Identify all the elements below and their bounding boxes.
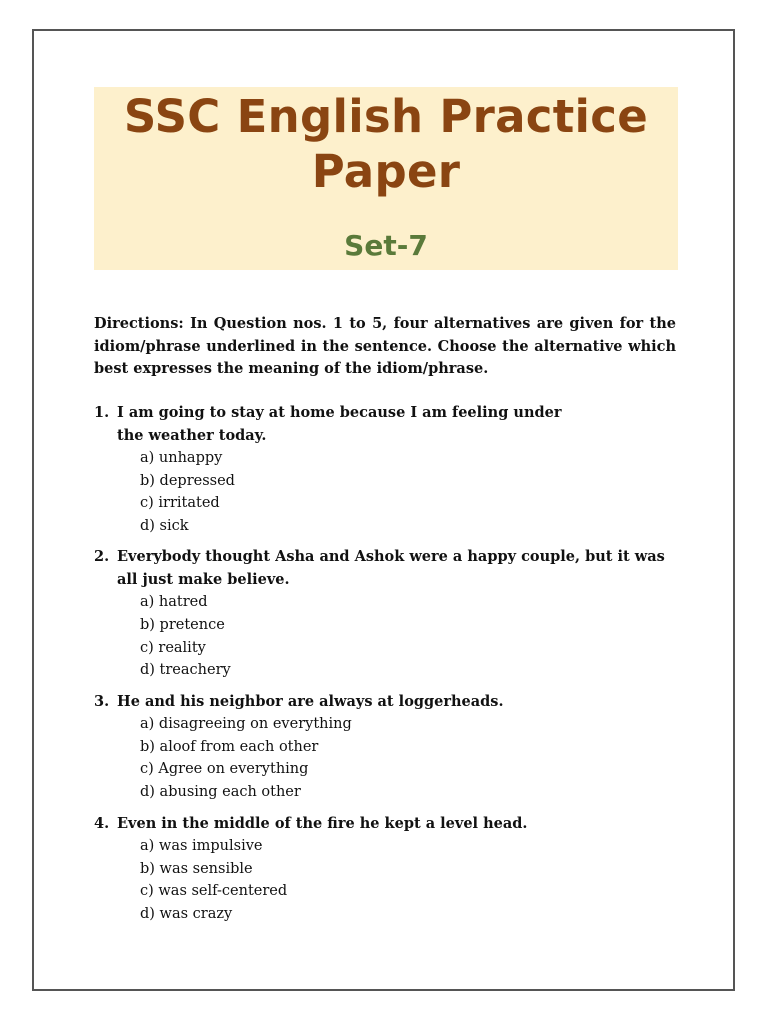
option-d: d) abusing each other — [140, 784, 301, 801]
option-c: c) reality — [140, 639, 206, 656]
option-d: d) treachery — [140, 662, 231, 679]
question-list — [94, 402, 684, 935]
question-text: Even in the middle of the fire he kept a level head. — [117, 814, 528, 832]
question-2 — [94, 546, 684, 681]
option-list — [94, 835, 684, 925]
option-list — [94, 713, 684, 803]
question-number: 2. — [94, 548, 110, 566]
document-page — [32, 29, 735, 991]
option-b: b) depressed — [140, 472, 235, 489]
option-a: a) was impulsive — [140, 838, 263, 855]
option-d: d) was crazy — [140, 905, 233, 922]
option-c: c) irritated — [140, 495, 220, 512]
question-3 — [94, 691, 684, 804]
page-title: SSC English Practice Paper — [123, 90, 649, 198]
question-number: 4. — [94, 814, 110, 832]
option-a: a) disagreeing on everything — [140, 716, 352, 733]
option-c: c) Agree on everything — [140, 761, 309, 778]
option-b: b) pretence — [140, 616, 225, 633]
option-list — [94, 591, 684, 681]
directions-text: Directions: In Question nos. 1 to 5, four alternatives are given for the idiom/phrase underlined in the sentence. Choose the alternative which best expresses the meaning of the idiom/phrase. — [94, 315, 676, 377]
option-list — [94, 447, 684, 537]
option-b: b) was sensible — [140, 860, 253, 877]
option-a: a) hatred — [140, 594, 208, 611]
question-4 — [94, 813, 684, 926]
option-b: b) aloof from each other — [140, 738, 319, 755]
question-text: Everybody thought Asha and Ashok were a happy couple, but it was all just make believe. — [117, 548, 665, 588]
option-a: a) unhappy — [140, 450, 223, 466]
option-c: c) was self-centered — [140, 883, 288, 900]
question-1 — [94, 402, 684, 537]
question-number: 3. — [94, 692, 110, 710]
set-label: Set-7 — [344, 229, 428, 262]
question-text: He and his neighbor are always at loggerheads. — [117, 692, 504, 710]
option-d: d) sick — [140, 517, 189, 534]
question-number: 1. — [94, 404, 110, 421]
title-banner — [94, 87, 678, 270]
question-text: I am going to stay at home because I am feeling under the weather today. — [117, 404, 562, 444]
